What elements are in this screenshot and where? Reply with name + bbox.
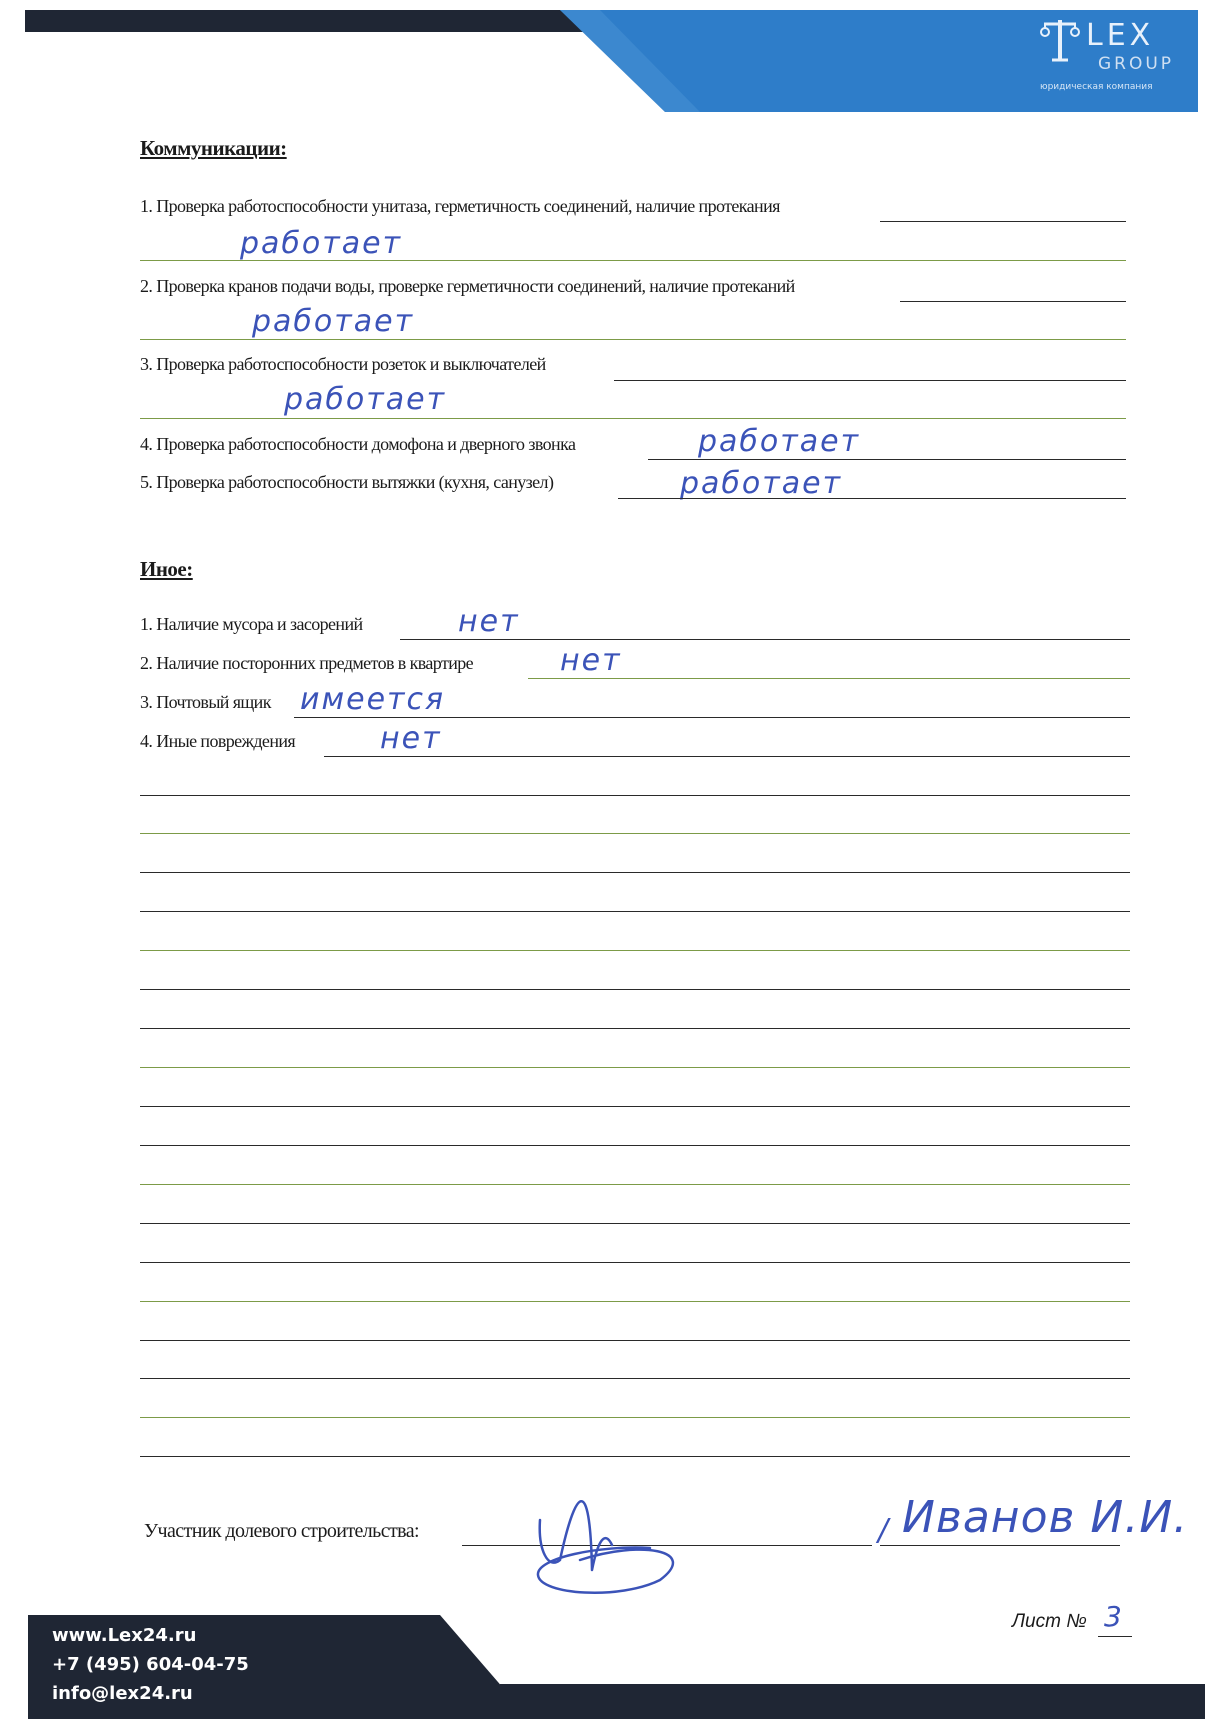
comm-item-4-line [648, 459, 1126, 460]
other-item-3-answer: имеется [300, 682, 446, 717]
blank-line [140, 1262, 1130, 1263]
blank-line [140, 1417, 1130, 1418]
other-item-4-line [324, 756, 1130, 757]
comm-item-1-label: 1. Проверка работоспособности унитаза, герметичность соединений, наличие протекания [140, 196, 780, 216]
comm-item-3-line [614, 380, 1126, 381]
blank-line [140, 1223, 1130, 1224]
comm-item-3-answer: работает [284, 382, 447, 417]
comm-item-1-answer: работает [240, 226, 403, 261]
blank-line [140, 989, 1130, 990]
blank-line [140, 950, 1130, 951]
other-item-2-answer: нет [560, 643, 622, 678]
blank-line [140, 1028, 1130, 1029]
comm-item-3-label: 3. Проверка работоспособности розеток и выключателей [140, 354, 546, 374]
blank-line [140, 833, 1130, 834]
comm-item-1-answer-line [140, 260, 1126, 261]
blank-line [140, 1301, 1130, 1302]
comm-item-5-answer: работает [680, 466, 843, 501]
other-item-1-label: 1. Наличие мусора и засорений [140, 614, 363, 634]
blank-line [140, 1106, 1130, 1107]
logo-lex: LEX [1086, 18, 1155, 53]
footer-website[interactable]: www.Lex24.ru [52, 1625, 197, 1646]
blank-line [140, 1184, 1130, 1185]
other-item-2-label: 2. Наличие посторонних предметов в квартире [140, 653, 474, 673]
other-item-2-line [528, 678, 1130, 679]
footer-phone[interactable]: +7 (495) 604-04-75 [52, 1654, 249, 1675]
comm-item-2-label: 2. Проверка кранов подачи воды, проверке герметичности соединений, наличие протеканий [140, 276, 795, 296]
sheet-number: 3 [1104, 1600, 1124, 1633]
blank-line [140, 911, 1130, 912]
comm-item-1-line [880, 221, 1126, 222]
blank-line [140, 1145, 1130, 1146]
comm-item-5-line [618, 498, 1126, 499]
other-item-4-label: 4. Иные повреждения [140, 731, 296, 751]
comm-item-4-answer: работает [698, 424, 861, 459]
section-heading-other: Иное: [140, 557, 193, 581]
comm-item-2-answer: работает [252, 304, 415, 339]
signature-scribble [520, 1450, 720, 1600]
comm-item-2-answer-line [140, 339, 1126, 340]
scales-of-justice-icon [1038, 16, 1082, 64]
other-item-3-label: 3. Почтовый ящик [140, 692, 271, 712]
section-heading-communications: Коммуникации: [140, 136, 287, 160]
blank-line [140, 1067, 1130, 1068]
signature-label: Участник долевого строительства: [144, 1520, 419, 1542]
blank-line [140, 872, 1130, 873]
blank-line [140, 1340, 1130, 1341]
blank-line [140, 795, 1130, 796]
signature-name: Иванов И.И. [902, 1492, 1189, 1543]
other-item-3-line [294, 717, 1130, 718]
footer-email[interactable]: info@lex24.ru [52, 1683, 193, 1704]
blank-line [140, 1378, 1130, 1379]
signature-separator: / [878, 1513, 891, 1548]
comm-item-2-line [900, 301, 1126, 302]
sheet-label: Лист № [1012, 1611, 1087, 1632]
name-line [880, 1545, 1120, 1546]
comm-item-5-label: 5. Проверка работоспособности вытяжки (кухня, санузел) [140, 472, 554, 492]
company-logo [1038, 12, 1198, 104]
comm-item-4-label: 4. Проверка работоспособности домофона и дверного звонка [140, 434, 576, 454]
comm-item-3-answer-line [140, 418, 1126, 419]
header-band [0, 0, 1205, 120]
logo-group: GROUP [1098, 54, 1175, 74]
other-item-1-answer: нет [458, 604, 520, 639]
other-item-4-answer: нет [380, 721, 442, 756]
logo-subtitle: юридическая компания [1040, 82, 1153, 92]
other-item-1-line [400, 639, 1130, 640]
